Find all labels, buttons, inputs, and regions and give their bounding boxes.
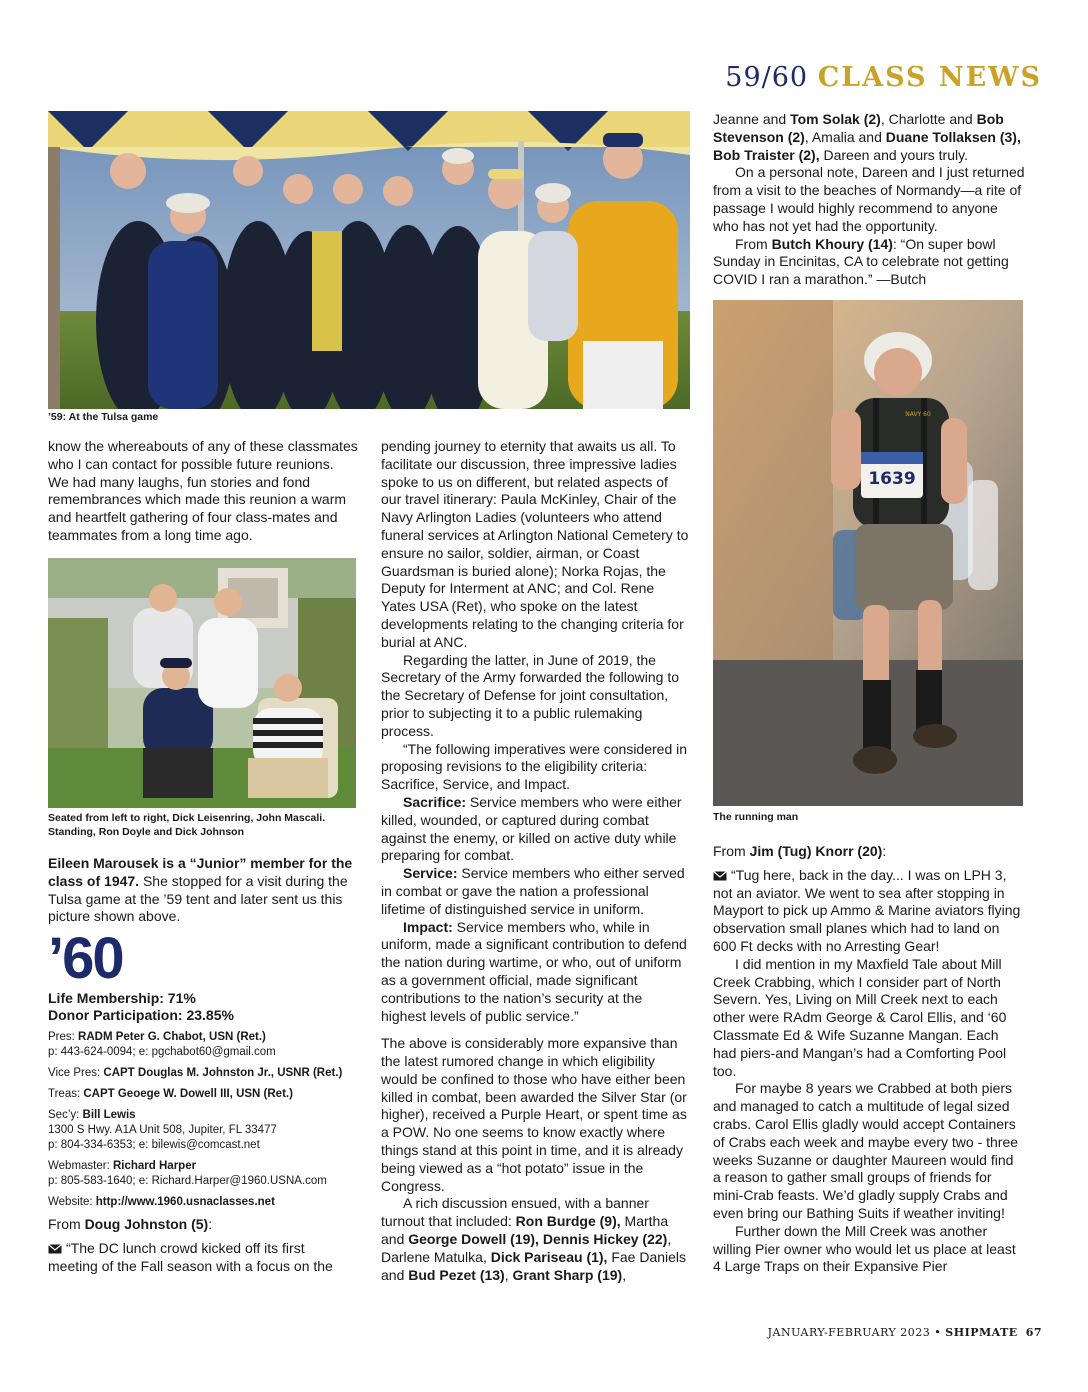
col2-paragraph-4: The above is considerably more expansive than the latest rumored change in which eligibility would be confined to those who have either been killed in combat, been awarded the Silver Star (or higher), received a Purple Heart, or spent time as a POW. No one seems to know exactly where things stand at this point in time, and it is already being viewed as a “hot potato” issue in the Congress.	[381, 1035, 687, 1194]
col3-paragraph-2: On a personal note, Dareen and I just returned from a visit to the beaches of Normandy—a rite of passage I would highly recommend to anyone who has not yet had the opportunity.	[713, 164, 1025, 234]
page-footer: JANUARY-FEBRUARY 2023 • SHIPMATE 67	[767, 1326, 1042, 1339]
from-doug-johnston: From Doug Johnston (5):	[48, 1216, 213, 1233]
column-1	[48, 438, 358, 545]
photo-running-man	[713, 300, 1023, 806]
knorr-paragraph-2: I did mention in my Maxfield Tale about Mill Creek Crabbing, which I consider part of North Severn. Yes, Living on Mill Creek next to each other were RAdm George & Carol Ellis, and ‘60 Classmate Ed & Wife Suzanne Mangan. Each had piers-and Mangan’s had a Comforting Pool too.	[713, 955, 1007, 1079]
envelope-icon	[48, 1244, 62, 1254]
col1-paragraph-1: know the whereabouts of any of these classmates who I can contact for possible future reunions. We had many laughs, fun stories and fond remembrances which made this reunion a warm and heartfelt gathering of four class-mates and teammates from a long time ago.	[48, 438, 358, 543]
treasurer: Treas: CAPT Geoege W. Dowell III, USN (Ret.)	[48, 1088, 293, 1101]
runner-shirt-text: NAVY 60	[905, 411, 931, 418]
website-link[interactable]: http://www.1960.usnaclasses.net	[95, 1196, 275, 1209]
website: Website: http://www.1960.usnaclasses.net	[48, 1196, 275, 1209]
class-officers	[48, 1030, 358, 1210]
caption-running-man: The running man	[713, 811, 799, 823]
donor-participation: Donor Participation: 23.85%	[48, 1007, 234, 1024]
page-number: 67	[1025, 1326, 1042, 1339]
dc-lunch-paragraph: “The DC lunch crowd kicked off its first meeting of the Fall season with a focus on the	[48, 1239, 333, 1274]
issue-date: JANUARY-FEBRUARY 2023	[767, 1326, 931, 1339]
col2-paragraph-5: A rich discussion ensued, with a banner turnout that included: Ron Burdge (9), Martha and George Dowell (19), Dennis Hickey (22), Darlene Matulka, Dick Pariseau (1), Fae Daniels and Bud Pezet (13), Grant Sharp (19),	[381, 1195, 687, 1283]
from-butch-khoury: From Butch Khoury (14): “On super bowl Sunday in Encinitas, CA to celebrate not getting COVID I ran a marathon.” —Butch	[713, 235, 1009, 288]
envelope-icon	[713, 871, 727, 881]
webmaster: Webmaster: Richard Harper p: 805-583-1640; e: Richard.Harper@1960.USNA.com	[48, 1160, 327, 1188]
eileen-paragraph	[48, 855, 358, 926]
section-header	[725, 62, 1042, 93]
impact-paragraph: Impact: Service members who, while in uniform, made a significant contribution to defend the nation during wartime, or who, out of uniform as a government official, made significant contributions to the nation’s security at the highest levels of public service.”	[381, 918, 687, 1024]
from-jim-knorr: From Jim (Tug) Knorr (20):	[713, 843, 887, 859]
class-60-heading: ’60	[48, 926, 123, 992]
column-3-bottom	[713, 843, 1025, 1276]
column-1-lower	[48, 855, 358, 1276]
president: Pres: RADM Peter G. Chabot, USN (Ret.) p: 443-624-0094; e: pgchabot60@gmail.com	[48, 1031, 276, 1059]
secretary: Sec’y: Bill Lewis 1300 S Hwy. A1A Unit 508, Jupiter, FL 33477 p: 804-334-6353; e: bilewis@comcast.net	[48, 1109, 277, 1152]
secretary-address: 1300 S Hwy. A1A Unit 508, Jupiter, FL 33477	[48, 1124, 277, 1137]
runner-bib-number: 1639	[868, 469, 916, 489]
sacrifice-paragraph: Sacrifice: Service members who were either killed, wounded, or captured during combat against the enemy, or killed on active duty while preparing for combat.	[381, 793, 682, 864]
caption-four-classmates: Seated from left to right, Dick Leisenring, John Mascali. Standing, Ron Doyle and Dick Johnson	[48, 812, 326, 838]
column-3-top	[713, 111, 1025, 289]
webmaster-contact: p: 805-583-1640; e: Richard.Harper@1960.USNA.com	[48, 1175, 327, 1188]
service-paragraph: Service: Service members who either served in combat or gave the nation a professional lifetime of distinguished service in uniform.	[381, 865, 685, 917]
photo-tulsa-game	[48, 111, 690, 409]
section-title: CLASS NEWS	[817, 62, 1042, 93]
col2-paragraph-1: pending journey to eternity that awaits us all. To facilitate our discussion, three impressive ladies spoke to us on different, but related aspects of our travel itinerary: Paula McKinley, Chair of the Navy Arlington Ladies (volunteers who attend funeral services at Arlington National Cemetery to ensure no sailor, soldier, airman, or Coast Guardsman is buried alone); Norka Rojas, the Deputy for Interment at ANC; and Col. Rene Yates USA (Ret), who spoke on the latest developments relating to the changing criteria for burial at ANC.	[381, 438, 689, 650]
life-membership: Life Membership: 71%	[48, 990, 196, 1007]
knorr-paragraph-3: For maybe 8 years we Crabbed at both piers and managed to catch a multitude of legal sized crabs. Carol Ellis gladly would accept Containers of Crabs each week and maybe every two - three weeks Suzanne or daughter Maureen would find a reason to gather small groups of friends for mini-Crab feasts. We’d gladly supply Crabs and even bring our Bathing Suits if weather inviting!	[713, 1080, 1019, 1221]
eileen-bold: Eileen Marousek is a “Junior” member for the class of 1947.	[48, 855, 353, 889]
knorr-paragraph-1: “Tug here, back in the day... I was on LPH 3, not an aviator. We went to sea after stopping in Mayport to pick up Ammo & Marine aviators flying observation small planes which had to land on 600 Ft decks with no Arresting Gear!	[713, 866, 1021, 954]
col3-paragraph-1: Jeanne and Tom Solak (2), Charlotte and Bob Stevenson (2), Amalia and Duane Tollaksen (3), Bob Traister (2), Dareen and yours truly.	[713, 111, 1021, 163]
vice-president: Vice Pres: CAPT Douglas M. Johnston Jr., USNR (Ret.)	[48, 1067, 343, 1080]
magazine-name: SHIPMATE	[945, 1326, 1018, 1339]
col2-paragraph-2: Regarding the latter, in June of 2019, the Secretary of the Army forwarded the following to the Secretary of Defense for joint consultation, prior to subjecting it to a public rulemaking process.	[381, 651, 680, 739]
knorr-paragraph-4: Further down the Mill Creek was another willing Pier owner who would let us place at least 4 Large Traps on their Expansive Pier	[713, 1222, 1016, 1275]
president-contact: p: 443-624-0094; e: pgchabot60@gmail.com	[48, 1046, 276, 1059]
secretary-contact: p: 804-334-6353; e: bilewis@comcast.net	[48, 1139, 260, 1152]
eileen-rest: She stopped for a visit during the Tulsa game at the ’59 tent and later sent us this picture shown above.	[48, 872, 348, 925]
section-number: 59/60	[725, 62, 809, 93]
caption-tulsa-game: ’59: At the Tulsa game	[48, 411, 159, 423]
col2-paragraph-3: “The following imperatives were considered in proposing revisions to the eligibility criteria: Sacrifice, Service, and Impact.	[381, 740, 688, 793]
photo-four-classmates	[48, 558, 356, 808]
column-2	[381, 438, 691, 1284]
